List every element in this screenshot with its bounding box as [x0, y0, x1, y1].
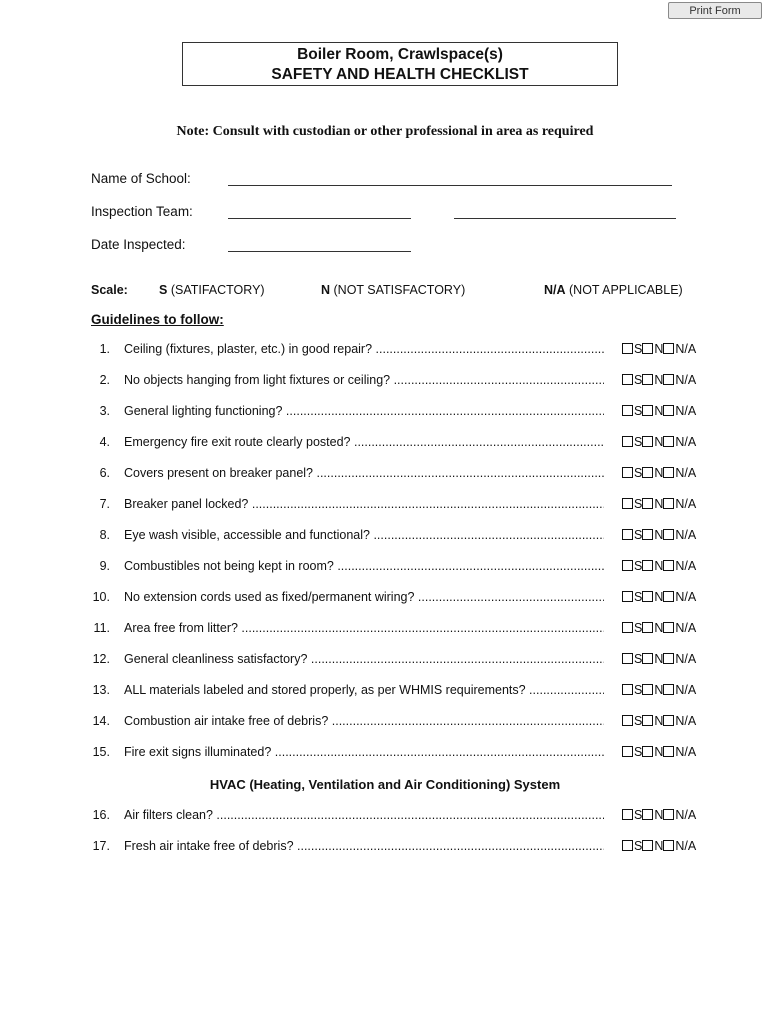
scale-label: Scale: [91, 283, 128, 297]
not-applicable-checkbox[interactable] [663, 622, 674, 633]
item-number: 7. [99, 497, 110, 511]
satisfactory-checkbox[interactable] [622, 498, 633, 509]
not-applicable-checkbox[interactable] [663, 343, 674, 354]
na-option-label: N/A [675, 714, 697, 728]
na-option-label: N/A [675, 745, 697, 759]
na-option-label: N/A [675, 621, 697, 635]
not-satisfactory-checkbox[interactable] [642, 622, 653, 633]
checklist-item [0, 745, 770, 765]
not-satisfactory-checkbox[interactable] [642, 374, 653, 385]
checklist-item [0, 528, 770, 548]
satisfactory-checkbox[interactable] [622, 622, 633, 633]
satisfactory-checkbox[interactable] [622, 715, 633, 726]
not-satisfactory-checkbox[interactable] [642, 809, 653, 820]
s-option-label: S [634, 404, 643, 418]
team-field-1[interactable] [228, 218, 411, 219]
satisfactory-checkbox[interactable] [622, 467, 633, 478]
item-options [622, 373, 696, 387]
scale-s-code: S [159, 283, 168, 297]
n-option-label: N [654, 404, 664, 418]
item-text: General lighting functioning? ..... [124, 404, 604, 418]
scale-satisfactory [159, 283, 265, 297]
not-applicable-checkbox[interactable] [663, 529, 674, 540]
item-text: Emergency fire exit route clearly posted? ..... [124, 435, 604, 449]
not-applicable-checkbox[interactable] [663, 374, 674, 385]
n-option-label: N [654, 466, 664, 480]
item-options [622, 621, 696, 635]
item-number: 15. [92, 745, 110, 759]
date-field[interactable] [228, 251, 411, 252]
item-number: 16. [92, 808, 110, 822]
na-option-label: N/A [675, 497, 697, 511]
item-text: No extension cords used as fixed/permanent wiring? ..... [124, 590, 604, 604]
checklist-item [0, 590, 770, 610]
item-options [622, 559, 696, 573]
item-text: Breaker panel locked? ..... [124, 497, 604, 511]
not-applicable-checkbox[interactable] [663, 684, 674, 695]
checklist-item [0, 559, 770, 579]
item-text: General cleanliness satisfactory? ..... [124, 652, 604, 666]
item-number: 6. [99, 466, 110, 480]
not-satisfactory-checkbox[interactable] [642, 436, 653, 447]
s-option-label: S [634, 435, 643, 449]
satisfactory-checkbox[interactable] [622, 374, 633, 385]
date-label: Date Inspected: [91, 237, 186, 252]
s-option-label: S [634, 466, 643, 480]
checklist-item [0, 621, 770, 641]
print-form-button[interactable]: Print Form [668, 2, 762, 19]
item-number: 13. [92, 683, 110, 697]
item-options [622, 404, 696, 418]
title-line-2: SAFETY AND HEALTH CHECKLIST [271, 66, 529, 83]
school-field[interactable] [228, 185, 672, 186]
na-option-label: N/A [675, 435, 697, 449]
satisfactory-checkbox[interactable] [622, 653, 633, 664]
title-box [182, 42, 618, 86]
not-satisfactory-checkbox[interactable] [642, 591, 653, 602]
scale-not-satisfactory [321, 283, 465, 297]
item-options [622, 808, 696, 822]
na-option-label: N/A [675, 559, 697, 573]
n-option-label: N [654, 808, 664, 822]
item-number: 9. [99, 559, 110, 573]
s-option-label: S [634, 683, 643, 697]
satisfactory-checkbox[interactable] [622, 560, 633, 571]
not-satisfactory-checkbox[interactable] [642, 684, 653, 695]
s-option-label: S [634, 745, 643, 759]
n-option-label: N [654, 497, 664, 511]
not-satisfactory-checkbox[interactable] [642, 746, 653, 757]
na-option-label: N/A [675, 839, 697, 853]
item-options [622, 590, 696, 604]
na-option-label: N/A [675, 466, 697, 480]
checklist-item [0, 497, 770, 517]
item-options [622, 497, 696, 511]
item-number: 14. [92, 714, 110, 728]
n-option-label: N [654, 714, 664, 728]
item-number: 1. [99, 342, 110, 356]
n-option-label: N [654, 745, 664, 759]
not-satisfactory-checkbox[interactable] [642, 653, 653, 664]
scale-not-applicable [544, 283, 683, 297]
item-text: Combustion air intake free of debris? ..... [124, 714, 604, 728]
not-satisfactory-checkbox[interactable] [642, 467, 653, 478]
n-option-label: N [654, 435, 664, 449]
n-option-label: N [654, 373, 664, 387]
item-options [622, 435, 696, 449]
n-option-label: N [654, 342, 664, 356]
checklist-item [0, 466, 770, 486]
satisfactory-checkbox[interactable] [622, 343, 633, 354]
s-option-label: S [634, 808, 643, 822]
n-option-label: N [654, 683, 664, 697]
n-option-label: N [654, 528, 664, 542]
s-option-label: S [634, 839, 643, 853]
item-number: 11. [93, 621, 110, 635]
na-option-label: N/A [675, 590, 697, 604]
item-text: Eye wash visible, accessible and functional? ..... [124, 528, 604, 542]
not-applicable-checkbox[interactable] [663, 809, 674, 820]
not-applicable-checkbox[interactable] [663, 715, 674, 726]
checklist-item [0, 404, 770, 424]
not-applicable-checkbox[interactable] [663, 436, 674, 447]
n-option-label: N [654, 839, 664, 853]
not-applicable-checkbox[interactable] [663, 405, 674, 416]
s-option-label: S [634, 559, 643, 573]
s-option-label: S [634, 497, 643, 511]
item-number: 8. [99, 528, 110, 542]
n-option-label: N [654, 652, 664, 666]
n-option-label: N [654, 559, 664, 573]
not-satisfactory-checkbox[interactable] [642, 840, 653, 851]
item-number: 12. [92, 652, 110, 666]
s-option-label: S [634, 652, 643, 666]
item-options [622, 652, 696, 666]
item-number: 10. [92, 590, 110, 604]
school-label: Name of School: [91, 171, 191, 186]
scale-na-text: (NOT APPLICABLE) [565, 283, 683, 297]
not-applicable-checkbox[interactable] [663, 467, 674, 478]
item-number: 17. [92, 839, 110, 853]
item-options [622, 839, 696, 853]
satisfactory-checkbox[interactable] [622, 591, 633, 602]
scale-n-text: (NOT SATISFACTORY) [330, 283, 466, 297]
item-text: Combustibles not being kept in room? ..... [124, 559, 604, 573]
item-text: Covers present on breaker panel? ..... [124, 466, 604, 480]
guidelines-heading: Guidelines to follow: [91, 312, 224, 327]
na-option-label: N/A [675, 342, 697, 356]
satisfactory-checkbox[interactable] [622, 405, 633, 416]
not-applicable-checkbox[interactable] [663, 498, 674, 509]
scale-na-code: N/A [544, 283, 566, 297]
na-option-label: N/A [675, 404, 697, 418]
not-applicable-checkbox[interactable] [663, 653, 674, 664]
s-option-label: S [634, 528, 643, 542]
checklist-item [0, 714, 770, 734]
na-option-label: N/A [675, 808, 697, 822]
checklist-item [0, 435, 770, 455]
item-options [622, 683, 696, 697]
not-satisfactory-checkbox[interactable] [642, 405, 653, 416]
not-satisfactory-checkbox[interactable] [642, 343, 653, 354]
item-number: 2. [99, 373, 110, 387]
scale-n-code: N [321, 283, 331, 297]
n-option-label: N [654, 590, 664, 604]
checklist-item [0, 373, 770, 393]
item-options [622, 528, 696, 542]
item-text: ALL materials labeled and stored properly, as per WHMIS requirements? ..... [124, 683, 604, 697]
satisfactory-checkbox[interactable] [622, 840, 633, 851]
item-text: Air filters clean? ..... [124, 808, 604, 822]
item-text: No objects hanging from light fixtures or ceiling? ..... [124, 373, 604, 387]
na-option-label: N/A [675, 373, 697, 387]
s-option-label: S [634, 590, 643, 604]
not-satisfactory-checkbox[interactable] [642, 560, 653, 571]
item-options [622, 466, 696, 480]
team-label: Inspection Team: [91, 204, 193, 219]
checklist-item [0, 652, 770, 672]
satisfactory-checkbox[interactable] [622, 529, 633, 540]
satisfactory-checkbox[interactable] [622, 436, 633, 447]
item-text: Ceiling (fixtures, plaster, etc.) in good repair? ..... [124, 342, 604, 356]
not-applicable-checkbox[interactable] [663, 591, 674, 602]
not-applicable-checkbox[interactable] [663, 746, 674, 757]
scale-s-text: (SATIFACTORY) [167, 283, 265, 297]
item-text: Fresh air intake free of debris? ..... [124, 839, 604, 853]
not-satisfactory-checkbox[interactable] [642, 498, 653, 509]
item-text: Area free from litter? ..... [124, 621, 604, 635]
item-options [622, 745, 696, 759]
n-option-label: N [654, 621, 664, 635]
checklist-item [0, 808, 770, 828]
na-option-label: N/A [675, 528, 697, 542]
s-option-label: S [634, 714, 643, 728]
item-options [622, 714, 696, 728]
na-option-label: N/A [675, 683, 697, 697]
checklist-item [0, 683, 770, 703]
s-option-label: S [634, 621, 643, 635]
team-field-2[interactable] [454, 218, 676, 219]
s-option-label: S [634, 373, 643, 387]
item-number: 4. [99, 435, 110, 449]
not-satisfactory-checkbox[interactable] [642, 715, 653, 726]
not-applicable-checkbox[interactable] [663, 560, 674, 571]
s-option-label: S [634, 342, 643, 356]
checklist-item [0, 342, 770, 362]
hvac-section-heading: HVAC (Heating, Ventilation and Air Conditioning) System [209, 777, 561, 792]
not-applicable-checkbox[interactable] [663, 840, 674, 851]
na-option-label: N/A [675, 652, 697, 666]
consult-note: Note: Consult with custodian or other professional in area as required [176, 124, 594, 139]
title-line-1: Boiler Room, Crawlspace(s) [297, 46, 503, 63]
not-satisfactory-checkbox[interactable] [642, 529, 653, 540]
satisfactory-checkbox[interactable] [622, 684, 633, 695]
item-text: Fire exit signs illuminated? ..... [124, 745, 604, 759]
satisfactory-checkbox[interactable] [622, 746, 633, 757]
satisfactory-checkbox[interactable] [622, 809, 633, 820]
checklist-item [0, 839, 770, 859]
item-options [622, 342, 696, 356]
item-number: 3. [99, 404, 110, 418]
